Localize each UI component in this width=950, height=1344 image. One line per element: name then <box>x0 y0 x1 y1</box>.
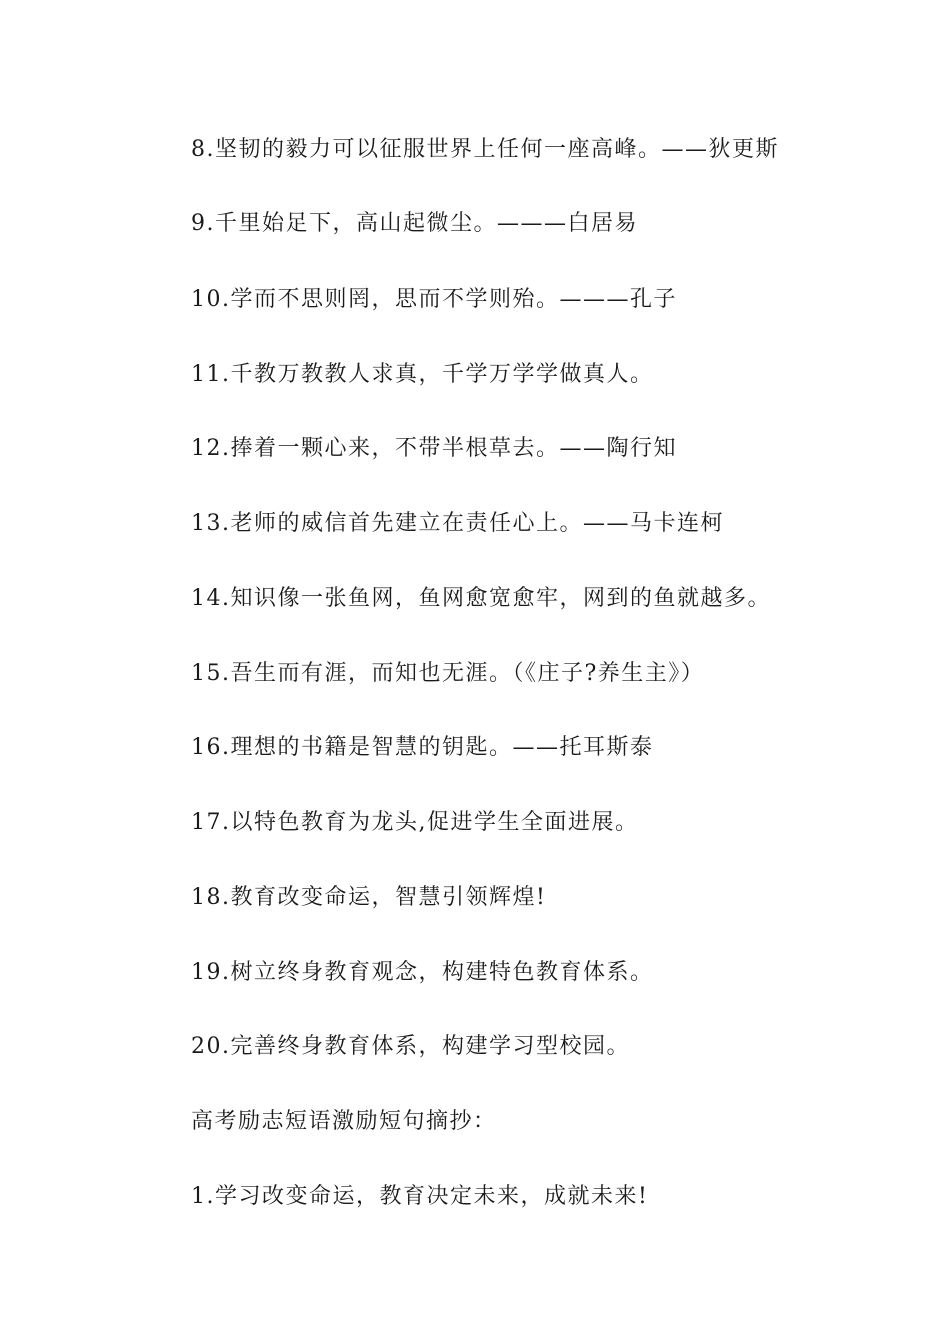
quote-line-10: 10.学而不思则罔，思而不学则殆。———孔子 <box>191 287 677 312</box>
quote-line-19: 19.树立终身教育观念，构建特色教育体系。 <box>191 960 654 985</box>
quote-line-20: 20.完善终身教育体系，构建学习型校园。 <box>191 1034 630 1059</box>
quote-line-15: 15.吾生而有涯，而知也无涯。（《庄子?养生主》） <box>191 661 705 686</box>
quote-line-8: 8.坚韧的毅力可以征服世界上任何一座高峰。——狄更斯 <box>191 137 779 162</box>
quote-line-18: 18.教育改变命运，智慧引领辉煌! <box>191 885 547 910</box>
quote-line-11: 11.千教万教教人求真，千学万学学做真人。 <box>191 362 654 387</box>
quote-line-16: 16.理想的书籍是智慧的钥匙。——托耳斯泰 <box>191 735 654 760</box>
quote-line-13: 13.老师的威信首先建立在责任心上。——马卡连柯 <box>191 511 724 536</box>
section-heading: 高考励志短语激励短句摘抄： <box>191 1109 497 1134</box>
quote-line-9: 9.千里始足下，高山起微尘。———白居易 <box>191 211 638 236</box>
quote-line-1: 1.学习改变命运，教育决定未来，成就未来! <box>191 1184 649 1209</box>
quote-line-17: 17.以特色教育为龙头,促进学生全面进展。 <box>191 810 639 835</box>
quote-line-12: 12.捧着一颗心来，不带半根草去。——陶行知 <box>191 436 677 461</box>
quote-line-14: 14.知识像一张鱼网，鱼网愈宽愈牢，网到的鱼就越多。 <box>191 586 771 611</box>
